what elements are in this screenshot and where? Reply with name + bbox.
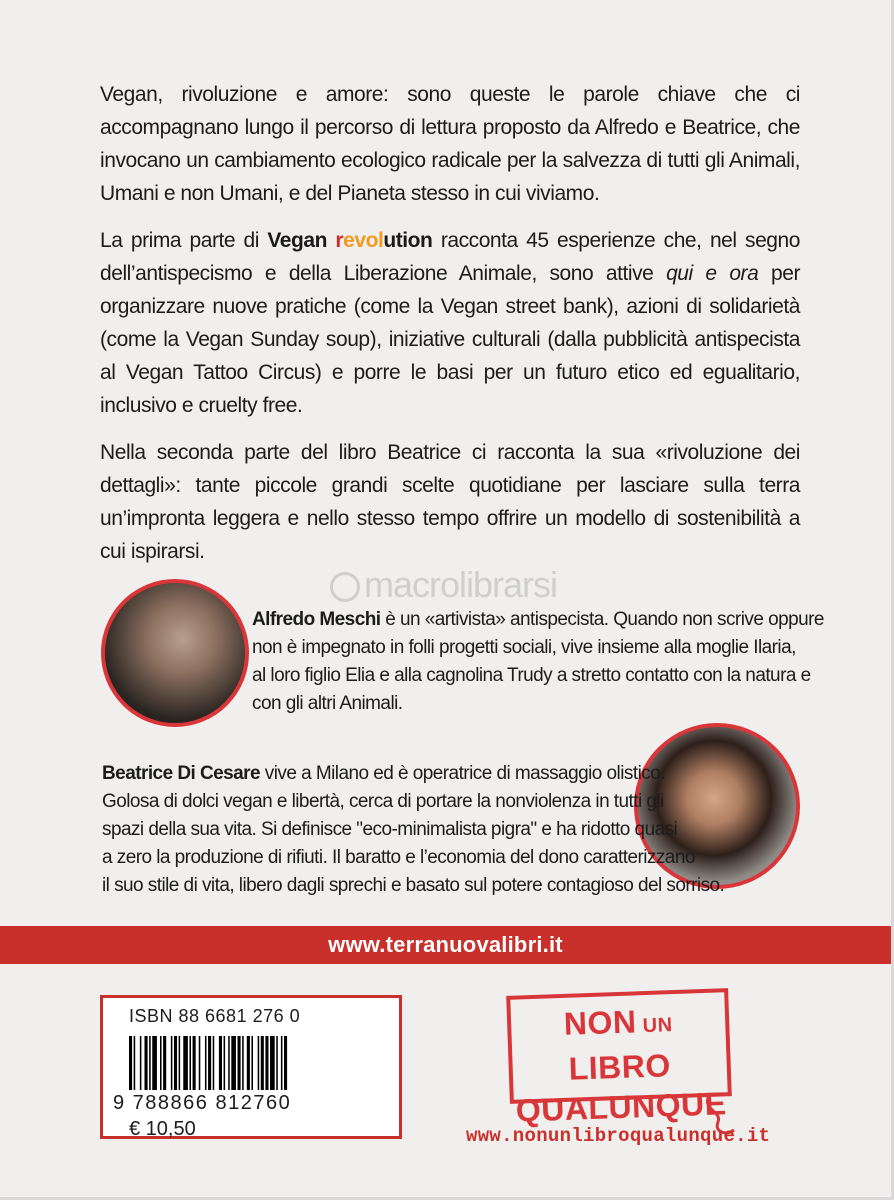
barcode-bar (224, 1036, 226, 1090)
italic-phrase: qui e ora (666, 262, 759, 285)
stamp-word: LIBRO (568, 1047, 672, 1087)
book-title-vegan: Vegan (267, 229, 336, 252)
description-paragraph-2 (100, 224, 800, 422)
isbn-box (100, 995, 402, 1139)
barcode-bar (284, 1036, 287, 1090)
barcode-bar (261, 1036, 264, 1090)
barcode-bar (208, 1036, 211, 1090)
bio-line: a zero la produzione di rifiuti. Il baratto e l’economia del dono caratterizzano (102, 847, 695, 868)
barcode-bar (179, 1036, 181, 1090)
description-paragraph-1: Vegan, rivoluzione e amore: sono queste le parole chiave che ci accompagnano lungo il percorso di lettura proposto da Alfredo e Beatrice, che invocano un cambiamento ecologico radicale per la salvezza di tutti gli Animali, Umani e non Umani, e del Pianeta stesso in cui viviamo. (100, 83, 800, 205)
bio-line: al loro figlio Elia e alla cagnolina Trudy a stretto contatto con la natura e (252, 665, 811, 686)
author-bio-alfredo (252, 606, 824, 718)
barcode-bar (281, 1036, 283, 1090)
barcode-bar (276, 1036, 278, 1090)
watermark-text: macrolibrarsi (364, 564, 558, 605)
bio-line: con gli altri Animali. (252, 693, 403, 714)
text-span: racconta 45 esperienze che, nel segno dell’antispecismo e della Liberazione Animale, sono attive (100, 229, 800, 285)
ean-number: 9 788866 812760 (113, 1092, 292, 1114)
barcode-bar (134, 1036, 136, 1090)
barcode-bar (174, 1036, 177, 1090)
barcode-bar (231, 1036, 236, 1090)
publisher-url-bar (0, 926, 891, 964)
barcode-bar (238, 1036, 241, 1090)
watermark-logo-icon (330, 572, 360, 602)
barcode-bar (152, 1036, 157, 1090)
bio-line: non è impegnato in folli progetti sociali, vive insieme alla moglie Ilaria, (252, 637, 796, 658)
barcode-bar (145, 1036, 148, 1090)
publisher-url[interactable]: www.terranuovalibri.it (328, 932, 563, 957)
description-paragraph-3: Nella seconda parte del libro Beatrice ci racconta la sua «rivoluzione dei dettagli»: tante piccole grandi scelte quotidiane per lasciare sulla terra un’impronta leggera e nello stesso tempo offrire un modello di sostenibilità a cui ispirarsi. (100, 441, 800, 563)
text-span: vive a Milano ed è operatrice di massaggio olistico. (260, 763, 665, 784)
barcode-bar (171, 1036, 173, 1090)
bio-line: spazi della sua vita. Si definisce "eco-minimalista pigra" e ha ridotto quasi (102, 819, 678, 840)
barcode-bar (160, 1036, 162, 1090)
description-text (100, 78, 800, 582)
author-name: Alfredo Meschi (252, 609, 381, 630)
bio-line: il suo stile di vita, libero dagli sprechi e basato sul potere contagioso del sorriso. (102, 875, 725, 896)
barcode-bar (247, 1036, 250, 1090)
series-url[interactable]: www.nonunlibroqualunque.it (466, 1125, 771, 1147)
price: € 10,50 (129, 1118, 196, 1140)
bio-line: Golosa di dolci vegan e libertà, cerca di portare la nonviolenza in tutti gli (102, 791, 664, 812)
barcode-bar (265, 1036, 268, 1090)
barcode-bar (183, 1036, 188, 1090)
barcode-bar (242, 1036, 244, 1090)
barcode-bar (258, 1036, 260, 1090)
barcode-bar (228, 1036, 230, 1090)
barcode-bar (205, 1036, 207, 1090)
isbn-number: ISBN 88 6681 276 0 (129, 1006, 301, 1026)
book-title-evol: evol (343, 229, 384, 252)
barcode-bar (149, 1036, 151, 1090)
bio-line (102, 760, 742, 788)
bio-line (252, 606, 824, 634)
author-photo-alfredo (101, 579, 249, 727)
book-title-r: r (335, 229, 344, 252)
stamp-word: UN (636, 1014, 673, 1038)
author-bio-beatrice (102, 760, 742, 900)
text-span: La prima parte di (100, 229, 268, 252)
barcode-bar (193, 1036, 196, 1090)
stamp-line-2: QUALUNQUE (515, 1085, 728, 1129)
barcode-bar (199, 1036, 201, 1090)
stamp-line-1 (511, 998, 728, 1090)
stamp-word: NON (563, 1003, 638, 1042)
text-span: è un «artivista» antispecista. Quando non scrive oppure (380, 609, 824, 630)
author-name: Beatrice Di Cesare (102, 763, 261, 784)
non-un-libro-qualunque-stamp (506, 988, 732, 1129)
text-span: per organizzare nuove pratiche (come la Vegan street bank), azioni di solidarietà (come la Vegan Sunday soup), iniziative culturali (dalla pubblicità antispecista al Vegan Tattoo Circus) e porre le basi per un futuro etico ed egualitario, inclusivo e cruelty free. (100, 262, 800, 417)
barcode-bar (251, 1036, 253, 1090)
barcode-bar (219, 1036, 222, 1090)
barcode-bar (189, 1036, 191, 1090)
barcode-bar (213, 1036, 215, 1090)
watermark (330, 564, 557, 606)
barcode-icon (129, 1036, 371, 1090)
barcode-bar (163, 1036, 166, 1090)
book-title-ution: ution (383, 229, 433, 252)
barcode-bar (129, 1036, 132, 1090)
barcode-bar (140, 1036, 142, 1090)
barcode-bar (270, 1036, 275, 1090)
